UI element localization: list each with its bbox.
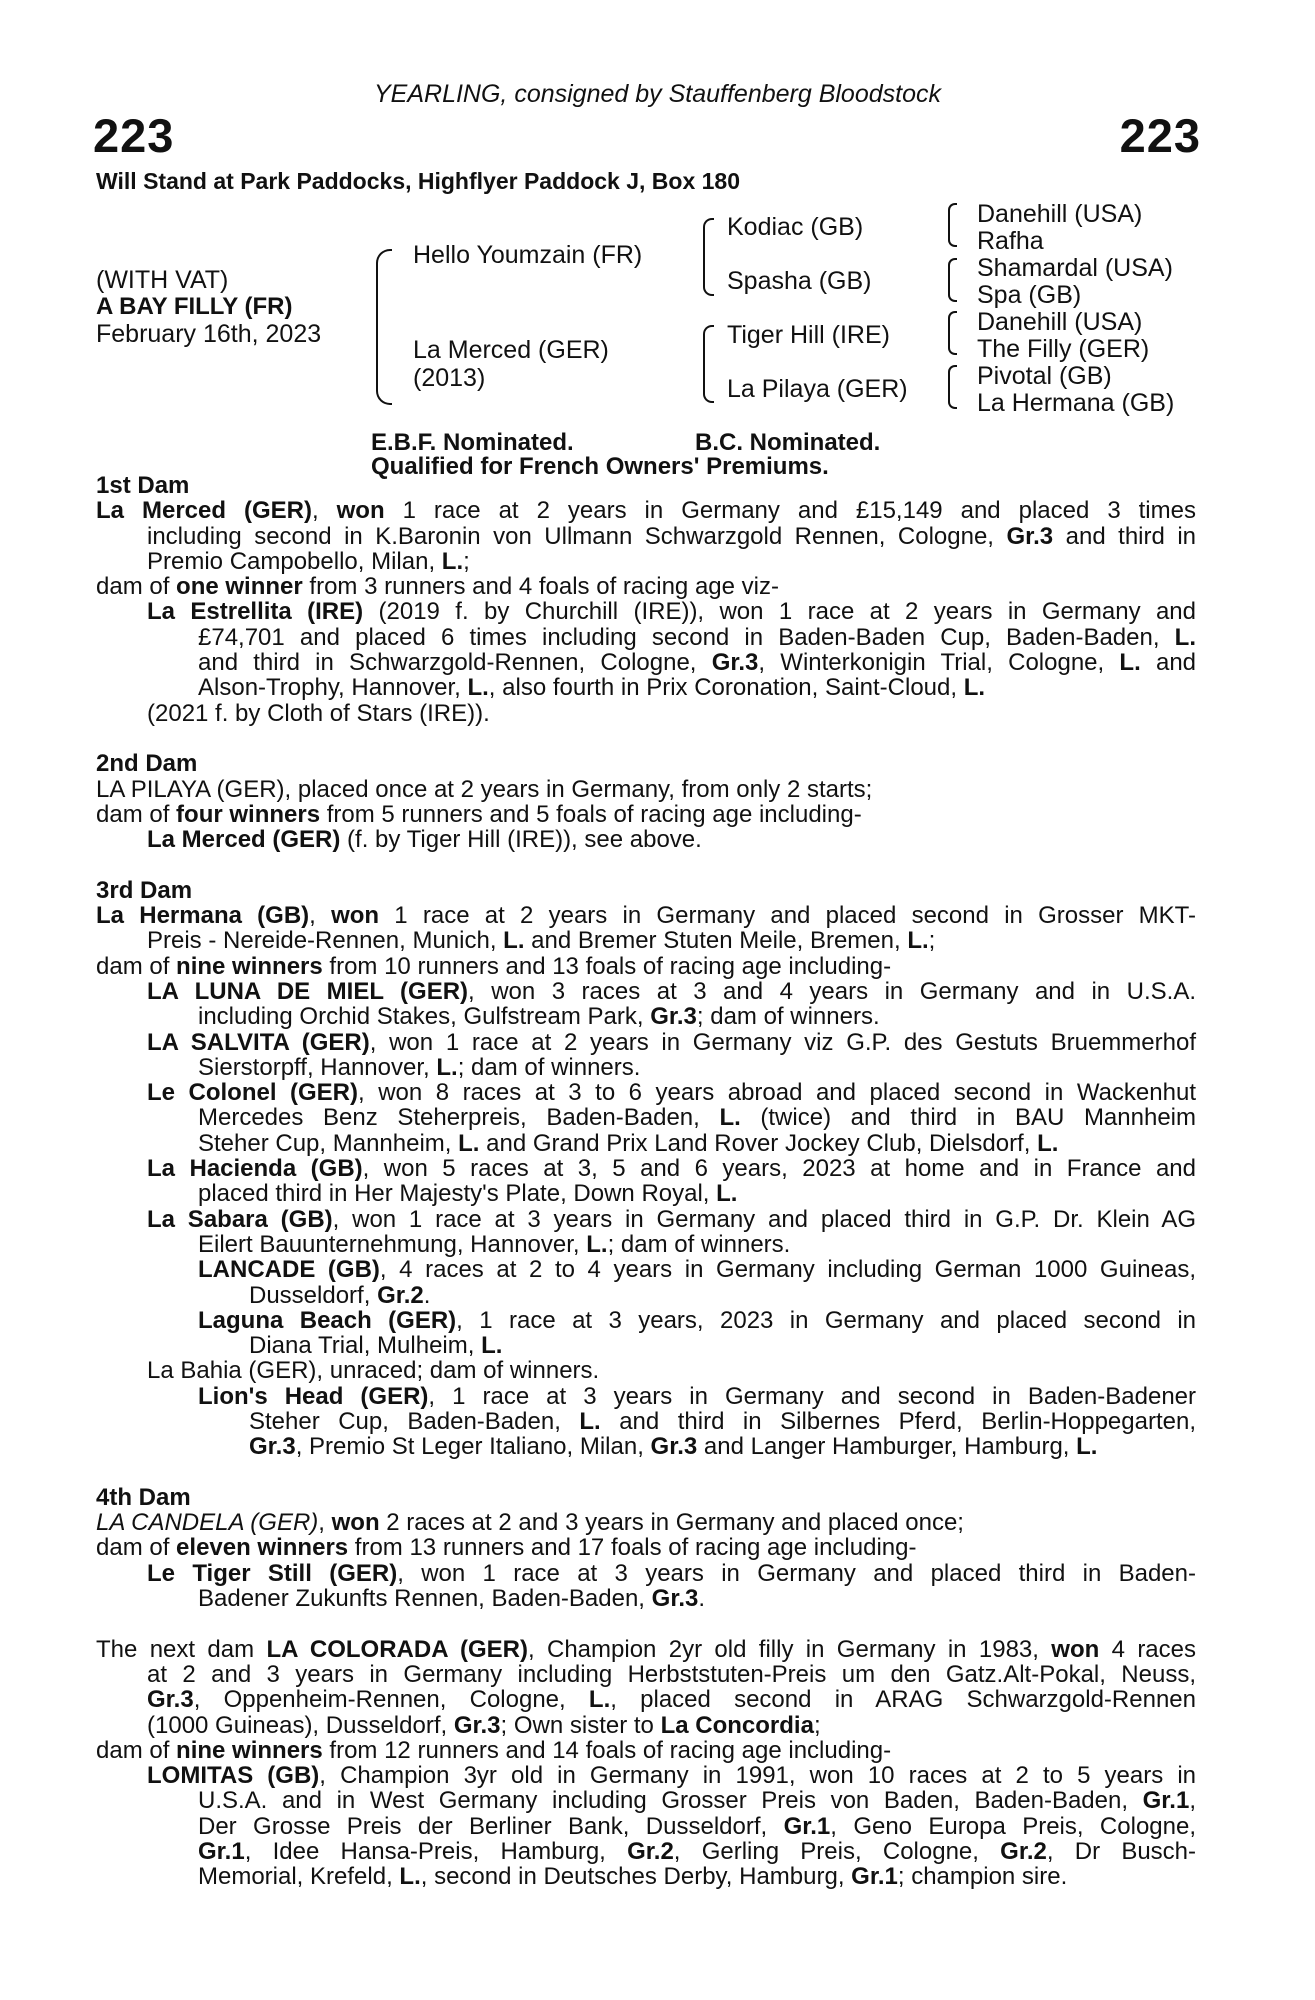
bold-text: Gr.1	[851, 1863, 898, 1891]
text: 2 races at 2 and 3 years in Germany and placed once;	[379, 1509, 964, 1537]
bold-text: won	[331, 902, 380, 930]
bold-text: La Hacienda (GB)	[147, 1155, 363, 1183]
text: (2021 f. by Cloth of Stars (IRE)).	[147, 699, 490, 727]
bold-text: L.	[1119, 649, 1141, 677]
bold-text: Gr.3	[650, 1003, 697, 1031]
bold-text: eleven winners	[176, 1534, 349, 1562]
text: ; dam of winners.	[607, 1230, 791, 1258]
text: including Orchid Stakes, Gulfstream Park,	[198, 1003, 651, 1031]
bold-text: L.	[503, 927, 525, 955]
section-heading-3rd-dam: 3rd Dam	[96, 876, 193, 904]
text: dam of	[96, 800, 177, 828]
text: dam of	[96, 1736, 177, 1764]
bold-text: Le Tiger Still (GER)	[147, 1559, 398, 1587]
bold-text: LA LUNA DE MIEL (GER)	[147, 977, 469, 1005]
text: ,	[309, 902, 332, 930]
bold-text: L.	[719, 1104, 741, 1132]
bold-text: Gr.3	[249, 1433, 296, 1461]
section-heading-1st-dam: 1st Dam	[96, 472, 190, 499]
bold-text: Gr.3	[147, 1686, 194, 1714]
dam3-line	[96, 1030, 1196, 1055]
text: ,	[311, 497, 337, 525]
text: and Bremer Stuten Meile, Bremen,	[524, 927, 908, 955]
text: Mercedes Benz Steherpreis, Baden-Baden,	[198, 1104, 720, 1132]
text: £74,701 and placed 6 times including second in Baden-Baden Cup, Baden-Baden,	[198, 623, 1175, 651]
next-dam-line	[96, 1839, 1196, 1864]
text: The next dam	[96, 1635, 267, 1663]
pedigree-dsd: The Filly (GER)	[977, 335, 1150, 363]
text: Steher Cup, Mannheim,	[198, 1129, 459, 1157]
bold-text: L.	[579, 1407, 601, 1435]
pedigree-sire: Hello Youmzain (FR)	[413, 241, 643, 269]
text: from 3 runners and 4 foals of racing age viz-	[302, 573, 779, 601]
bold-text: Gr.1	[1142, 1787, 1190, 1815]
text: dam of	[96, 952, 177, 980]
text: , Champion 3yr old in Germany in 1991, won 10 races at 2 to 5 years in	[319, 1762, 1197, 1790]
dam3-line	[96, 1055, 1196, 1080]
text: and third in	[1053, 522, 1197, 550]
text: LA PILAYA (GER), placed once at 2 years in Germany, from only 2 starts;	[96, 775, 873, 803]
pedigree-dam-sire: Tiger Hill (IRE)	[727, 321, 890, 349]
text: , Idee Hansa-Preis, Hamburg,	[244, 1838, 628, 1866]
dam3-line	[96, 1333, 1196, 1358]
bold-text: four winners	[176, 800, 321, 828]
dam4-line	[96, 1561, 1196, 1586]
text: and third in Schwarzgold-Rennen, Cologne,	[198, 649, 712, 677]
pedigree-dam: La Merced (GER)	[413, 336, 609, 364]
bold-text: Gr.3	[1006, 522, 1054, 550]
bold-text: La Merced (GER)	[96, 497, 312, 525]
vat-note: (WITH VAT)	[96, 266, 229, 294]
text: .	[423, 1281, 431, 1309]
bold-text: Gr.2	[377, 1281, 424, 1309]
dam1-line	[96, 549, 1196, 574]
bold-text: one winner	[176, 573, 303, 601]
bold-text: Le Colonel (GER)	[147, 1079, 359, 1107]
text: and Grand Prix Land Rover Jockey Club, Dielsdorf,	[479, 1129, 1038, 1157]
text: (twice) and third in BAU Mannheim	[740, 1104, 1196, 1132]
stand-location: Will Stand at Park Paddocks, Highflyer Paddock J, Box 180	[96, 168, 740, 194]
text: (1000 Guineas), Dusseldorf,	[147, 1711, 454, 1739]
bold-text: LA SALVITA (GER)	[147, 1028, 370, 1056]
text: , 4 races at 2 to 4 years in Germany including German 1000 Guineas,	[379, 1256, 1196, 1284]
bold-text: Gr.3	[453, 1711, 501, 1739]
dam4-line	[96, 1586, 1196, 1611]
dam3-line	[96, 1257, 1196, 1282]
text: including second in K.Baronin von Ullmann Schwarzgold Rennen, Cologne,	[147, 522, 1007, 550]
text: and	[1140, 649, 1197, 677]
pedigree-brace-dd	[948, 365, 957, 409]
bold-text: Gr.2	[627, 1838, 674, 1866]
bold-text: LOMITAS (GB)	[147, 1762, 320, 1790]
pedigree-ssd: Rafha	[977, 227, 1044, 255]
lot-number-right: 223	[1119, 109, 1201, 162]
pedigree-dam-year: (2013)	[413, 364, 486, 392]
dam3-line	[96, 1004, 1196, 1029]
dam3-line	[96, 1105, 1196, 1130]
pedigree-brace-sire	[703, 218, 714, 296]
text: , won 1 race at 3 years in Germany and placed third in Baden-	[397, 1559, 1196, 1587]
next-dam-line	[96, 1637, 1196, 1662]
dam2-line	[96, 827, 1196, 852]
bold-text: L.	[441, 547, 464, 575]
pedigree-sire-dam: Spasha (GB)	[727, 267, 872, 295]
horse-dob: February 16th, 2023	[96, 320, 322, 348]
text: dam of	[96, 1534, 177, 1562]
bc-nomination: B.C. Nominated.	[695, 429, 881, 456]
dam3-line	[96, 1207, 1196, 1232]
bold-text: Laguna Beach (GER)	[198, 1306, 457, 1334]
dam3-line	[96, 903, 1196, 928]
bold-text: La Estrellita (IRE)	[147, 598, 364, 626]
text: , Champion 2yr old filly in Germany in 1983,	[527, 1635, 1052, 1663]
horse-name: A BAY FILLY (FR)	[96, 293, 293, 320]
bold-text: L.	[436, 1053, 458, 1081]
bold-text: L.	[458, 1129, 480, 1157]
bold-text: Gr.2	[1000, 1838, 1047, 1866]
text: , Winterkonigin Trial, Cologne,	[758, 649, 1120, 677]
lot-number-left: 223	[93, 109, 175, 162]
italic-text: LA CANDELA (GER)	[96, 1509, 319, 1537]
next-dam-line	[96, 1814, 1196, 1839]
bold-text: L.	[1076, 1433, 1098, 1461]
bold-text: L.	[588, 1686, 611, 1714]
dam1-line	[96, 625, 1196, 650]
dam2-line	[96, 802, 1196, 827]
pedigree-sds: Shamardal (USA)	[977, 254, 1173, 282]
pedigree-dam-dam: La Pilaya (GER)	[727, 375, 908, 403]
bold-text: LANCADE (GB)	[198, 1256, 380, 1284]
text: , Dr Busch-	[1046, 1838, 1197, 1866]
dam1-line	[96, 524, 1196, 549]
dam3-line	[96, 1156, 1196, 1181]
bold-text: L.	[1174, 623, 1196, 651]
text: (f. by Tiger Hill (IRE)), see above.	[340, 826, 702, 854]
dam1-line	[96, 650, 1196, 675]
text: and third in Silbernes Pferd, Berlin-Hoppegarten,	[600, 1407, 1196, 1435]
text: , 1 race at 3 years in Germany and second in Baden-Badener	[428, 1382, 1197, 1410]
dam3-line	[96, 1409, 1196, 1434]
text: , won 8 races at 3 to 6 years abroad and placed second in Wackenhut	[358, 1079, 1196, 1107]
text: (2019 f. by Churchill (IRE)), won 1 race at 2 years in Germany and	[363, 598, 1197, 626]
text: 4 races	[1099, 1635, 1196, 1663]
bold-text: La Concordia	[660, 1711, 814, 1739]
dam1-line	[96, 574, 1196, 599]
pedigree-brace-ss	[948, 203, 957, 247]
section-heading-2nd-dam: 2nd Dam	[96, 750, 198, 778]
text: and Langer Hamburger, Hamburg,	[697, 1433, 1077, 1461]
bold-text: L.	[586, 1230, 608, 1258]
text: Der Grosse Preis der Berliner Bank, Dusseldorf,	[198, 1812, 784, 1840]
text: 1 race at 2 years in Germany and £15,149 and placed 3 times	[384, 497, 1196, 525]
text: ; dam of winners.	[696, 1003, 880, 1031]
next-dam-line	[96, 1738, 1196, 1763]
text: Diana Trial, Mulheim,	[249, 1332, 482, 1360]
text: ,	[1189, 1787, 1196, 1815]
pedigree-sdd: Spa (GB)	[977, 281, 1082, 309]
text: ;	[463, 547, 470, 575]
bold-text: Gr.3	[711, 649, 759, 677]
text: .	[698, 1585, 706, 1613]
pedigree-brace-dam	[703, 325, 714, 403]
text: from 10 runners and 13 foals of racing age including-	[322, 952, 892, 980]
french-premiums: Qualified for French Owners' Premiums.	[371, 453, 829, 480]
bold-text: La Merced (GER)	[147, 826, 341, 854]
pedigree-ddd: La Hermana (GB)	[977, 389, 1175, 417]
bold-text: La Sabara (GB)	[147, 1205, 333, 1233]
pedigree-dds: Pivotal (GB)	[977, 362, 1112, 390]
dam3-line	[96, 1131, 1196, 1156]
dam3-line	[96, 1080, 1196, 1105]
text: ; champion sire.	[897, 1863, 1068, 1891]
bold-text: Lion's Head (GER)	[198, 1382, 429, 1410]
text: , also fourth in Prix Coronation, Saint-Cloud,	[488, 674, 964, 702]
dam3-line	[96, 1434, 1196, 1459]
text: Premio Campobello, Milan,	[147, 547, 442, 575]
dam3-line	[96, 954, 1196, 979]
bold-text: L.	[716, 1180, 738, 1208]
text: Dusseldorf,	[249, 1281, 378, 1309]
text: Preis - Nereide-Rennen, Munich,	[147, 927, 504, 955]
bold-text: Gr.1	[198, 1838, 245, 1866]
pedigree-brace-main	[376, 249, 392, 405]
bold-text: won	[336, 497, 385, 525]
ebf-nomination: E.B.F. Nominated.	[371, 429, 574, 456]
pedigree-brace-ds	[948, 311, 957, 355]
bold-text: L.	[963, 674, 986, 702]
dam3-line	[96, 1308, 1196, 1333]
pedigree-dss: Danehill (USA)	[977, 308, 1143, 336]
bold-text: Gr.3	[651, 1585, 699, 1613]
bold-text: L.	[481, 1332, 503, 1360]
text: , won 1 race at 3 years in Germany and placed third in G.P. Dr. Klein AG	[332, 1205, 1196, 1233]
dam1-line	[96, 701, 1196, 726]
text: Steher Cup, Baden-Baden,	[249, 1407, 580, 1435]
bold-text: Gr.3	[650, 1433, 698, 1461]
dam3-line	[96, 1384, 1196, 1409]
bold-text: L.	[907, 927, 929, 955]
dam3-line	[96, 1181, 1196, 1206]
bold-text: L.	[1037, 1129, 1059, 1157]
text: ; dam of winners.	[457, 1053, 641, 1081]
bold-text: La Hermana (GB)	[96, 902, 310, 930]
text: 1 race at 2 years in Germany and placed second in Grosser MKT-	[379, 902, 1197, 930]
dam4-line	[96, 1535, 1196, 1560]
dam1-line	[96, 498, 1196, 523]
bold-text: won	[1051, 1635, 1100, 1663]
bold-text: nine winners	[176, 1736, 323, 1764]
text: Sierstorpff, Hannover,	[198, 1053, 437, 1081]
text: , Geno Europa Preis, Cologne,	[830, 1812, 1196, 1840]
text: placed third in Her Majesty's Plate, Down Royal,	[198, 1180, 717, 1208]
text: Memorial, Krefeld,	[198, 1863, 400, 1891]
page-header-title: YEARLING, consigned by Stauffenberg Bloodstock	[374, 80, 941, 108]
dam3-line	[96, 979, 1196, 1004]
text: Alson-Trophy, Hannover,	[198, 674, 468, 702]
text: from 13 runners and 17 foals of racing age including-	[348, 1534, 917, 1562]
text: , placed second in ARAG Schwarzgold-Rennen	[610, 1686, 1196, 1714]
text: La Bahia (GER), unraced; dam of winners.	[147, 1357, 600, 1385]
bold-text: nine winners	[176, 952, 323, 980]
text: from 12 runners and 14 foals of racing age including-	[322, 1736, 892, 1764]
next-dam-line	[96, 1662, 1196, 1687]
text: Badener Zukunfts Rennen, Baden-Baden,	[198, 1585, 652, 1613]
dam1-line	[96, 675, 1196, 700]
text: Eilert Bauunternehmung, Hannover,	[198, 1230, 587, 1258]
dam1-line	[96, 599, 1196, 624]
bold-text: won	[331, 1509, 380, 1537]
text: , won 1 race at 2 years in Germany viz G.P. des Gestuts Bruemmerhof	[369, 1028, 1196, 1056]
next-dam-line	[96, 1788, 1196, 1813]
bold-text: LA COLORADA (GER)	[266, 1635, 528, 1663]
text: ; Own sister to	[500, 1711, 661, 1739]
next-dam-line	[96, 1763, 1196, 1788]
pedigree-sss: Danehill (USA)	[977, 200, 1143, 228]
dam3-line	[96, 1358, 1196, 1383]
text: from 5 runners and 5 foals of racing age including-	[320, 800, 862, 828]
pedigree-brace-sd	[948, 258, 957, 302]
text: at 2 and 3 years in Germany including Herbststuten-Preis um den Gatz.Alt-Pokal, Neuss,	[147, 1660, 1196, 1688]
text: ;	[928, 927, 936, 955]
catalogue-body	[96, 473, 1196, 1890]
next-dam-line	[96, 1713, 1196, 1738]
text: ,	[318, 1509, 332, 1537]
next-dam-line	[96, 1687, 1196, 1712]
text: dam of	[96, 573, 177, 601]
dam4-line	[96, 1510, 1196, 1535]
dam3-line	[96, 928, 1196, 953]
pedigree-sire-sire: Kodiac (GB)	[727, 213, 864, 241]
text: U.S.A. and in West Germany including Grosser Preis von Baden, Baden-Baden,	[198, 1787, 1143, 1815]
text: ;	[813, 1711, 821, 1739]
bold-text: L.	[467, 674, 489, 702]
dam3-line	[96, 1283, 1196, 1308]
text: , Gerling Preis, Cologne,	[673, 1838, 1001, 1866]
text: , won 3 races at 3 and 4 years in Germany and in U.S.A.	[468, 977, 1196, 1005]
next-dam-line	[96, 1864, 1196, 1889]
text: , Oppenheim-Rennen, Cologne,	[193, 1686, 589, 1714]
dam2-line	[96, 777, 1196, 802]
bold-text: Gr.1	[783, 1812, 831, 1840]
bold-text: L.	[399, 1863, 421, 1891]
text: , 1 race at 3 years, 2023 in Germany and placed second in	[456, 1306, 1196, 1334]
text: , Premio St Leger Italiano, Milan,	[295, 1433, 651, 1461]
text: , second in Deutsches Derby, Hamburg,	[420, 1863, 852, 1891]
section-heading-4th-dam: 4th Dam	[96, 1483, 191, 1511]
dam3-line	[96, 1232, 1196, 1257]
text: , won 5 races at 3, 5 and 6 years, 2023 at home and in France and	[362, 1155, 1196, 1183]
